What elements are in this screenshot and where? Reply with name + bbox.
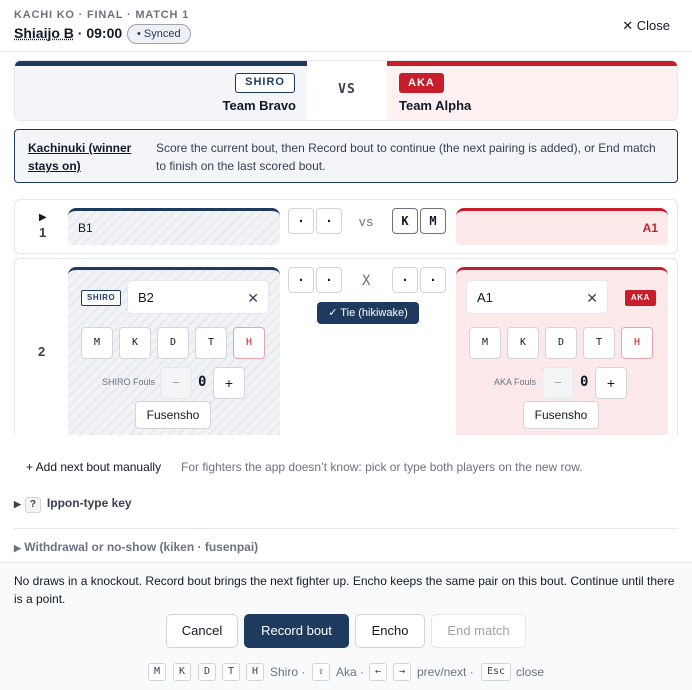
key-d: D <box>198 663 216 681</box>
shiro-men-button[interactable]: M <box>81 327 113 359</box>
aka-team-name: Team Alpha <box>399 98 472 113</box>
aka-point-2: · <box>420 267 446 293</box>
encho-button[interactable]: Encho <box>355 614 425 648</box>
aka-do-button[interactable]: D <box>545 327 577 359</box>
disclosure-icon: ▶ <box>14 499 21 509</box>
shiro-point-2: · <box>316 208 342 234</box>
withdrawal-toggle[interactable] <box>14 540 258 554</box>
shiro-team-name: Team Bravo <box>222 98 296 113</box>
aka-team-panel <box>387 61 677 120</box>
aka-fouls-decrement[interactable]: − <box>542 367 574 399</box>
add-bout-hint: For fighters the app doesn’t know: pick or type both players on the new row. <box>181 460 583 474</box>
shiro-player-name: B1 <box>78 221 93 235</box>
shiro-kote-button[interactable]: K <box>119 327 151 359</box>
footer-note: No draws in a knockout. Record bout brings the next fighter up. Encho keeps the same pair on this bout. Continue until there is a point. <box>14 574 675 606</box>
esc-key: Esc <box>481 663 511 681</box>
prev-key: ← <box>369 663 387 681</box>
bout-separator: vs <box>359 214 374 229</box>
cancel-button[interactable]: Cancel <box>166 614 238 648</box>
shiro-team-panel <box>15 61 307 120</box>
bout-row-1[interactable] <box>14 199 678 254</box>
shiro-hansoku-button[interactable]: H <box>233 327 265 359</box>
mode-title-text: Kachinuki (winner stays on) <box>28 141 132 173</box>
aka-fouls-increment[interactable]: + <box>595 367 627 399</box>
aka-shortcut-label: Aka · <box>336 665 365 679</box>
close-label: Close <box>636 18 670 33</box>
expand-icon[interactable]: ▶ <box>39 212 47 223</box>
clear-icon[interactable]: ✕ <box>247 290 259 306</box>
sync-status-text: Synced <box>143 28 181 40</box>
sync-status-badge <box>127 24 191 44</box>
shiaijo-name: Shiaijo B <box>14 25 74 41</box>
close-icon: ✕ <box>622 18 634 33</box>
aka-tsuki-button[interactable]: T <box>583 327 615 359</box>
aka-fouls-label: AKA Fouls <box>494 377 537 387</box>
shiro-fouls-label: SHIRO Fouls <box>102 377 156 387</box>
esc-shortcut-label: close <box>516 665 545 679</box>
keyboard-shortcuts <box>0 662 692 682</box>
aka-player-slot[interactable] <box>456 208 668 245</box>
shiro-player-slot[interactable] <box>68 208 280 245</box>
aka-fusensho-button[interactable]: Fusensho <box>523 401 599 429</box>
mode-info-box <box>14 129 678 183</box>
shiro-tag: SHIRO <box>81 290 121 306</box>
shiro-bout-panel <box>68 267 280 435</box>
aka-point-1: K <box>392 208 418 234</box>
ippon-key-label: Ippon-type key <box>46 496 132 510</box>
disclosure-icon: ▶ <box>14 543 21 553</box>
shiro-point-1: · <box>288 267 314 293</box>
shift-key: ⇧ <box>312 663 330 681</box>
aka-fouls-count: 0 <box>580 374 589 390</box>
shiro-fouls-count: 0 <box>198 374 207 390</box>
shiro-point-1: · <box>288 208 314 234</box>
aka-point-1: · <box>392 267 418 293</box>
aka-point-2: M <box>420 208 446 234</box>
nav-shortcut-label: prev/next · <box>417 665 474 679</box>
help-icon: ? <box>25 497 41 513</box>
bout-number: 1 <box>39 225 47 240</box>
key-m: M <box>148 663 166 681</box>
shiro-tag: SHIRO <box>235 73 295 93</box>
next-key: → <box>393 663 411 681</box>
ippon-key-toggle[interactable] <box>14 496 132 513</box>
shiro-fouls-decrement[interactable]: − <box>160 367 192 399</box>
aka-tag: AKA <box>399 73 444 93</box>
aka-men-button[interactable]: M <box>469 327 501 359</box>
divider <box>14 528 678 529</box>
key-h: H <box>246 663 264 681</box>
match-time: · 09:00 <box>73 25 123 41</box>
aka-hansoku-button[interactable]: H <box>621 327 653 359</box>
aka-player-name: A1 <box>642 221 658 235</box>
aka-kote-button[interactable]: K <box>507 327 539 359</box>
aka-player-input[interactable] <box>466 280 608 314</box>
dialog-header <box>0 0 692 52</box>
shiro-fusensho-button[interactable]: Fusensho <box>135 401 211 429</box>
dot-icon: • <box>137 28 141 40</box>
shiro-player-input[interactable] <box>127 280 269 314</box>
close-button[interactable] <box>622 18 670 34</box>
shiro-do-button[interactable]: D <box>157 327 189 359</box>
bout-number: 2 <box>38 344 46 359</box>
withdrawal-label: Withdrawal or no-show (kiken · fusenpai) <box>24 540 259 554</box>
key-t: T <box>222 663 240 681</box>
shiro-shortcut-label: Shiro · <box>270 665 306 679</box>
teams-banner <box>14 60 678 121</box>
mode-title <box>28 139 148 175</box>
tie-hikiwake-button[interactable]: ✓ Tie (hikiwake) <box>317 302 419 324</box>
shiro-player-value: B2 <box>138 290 154 305</box>
aka-tag: AKA <box>625 290 656 306</box>
breadcrumb: KACHI KO · FINAL · MATCH 1 <box>14 9 189 21</box>
vs-label: VS <box>307 61 387 120</box>
record-bout-button[interactable]: Record bout <box>244 614 349 648</box>
shiro-fouls-increment[interactable]: + <box>213 367 245 399</box>
mode-description: Score the current bout, then Record bout to continue (the next pairing is added), or End match to finish on the last scored bout. <box>156 141 656 173</box>
key-k: K <box>173 663 191 681</box>
aka-bout-panel <box>456 267 668 435</box>
bout-row-2 <box>14 258 678 435</box>
aka-player-value: A1 <box>477 290 493 305</box>
end-match-button[interactable]: End match <box>431 614 526 648</box>
shiro-point-2: · <box>316 267 342 293</box>
bout-separator: X <box>362 273 371 289</box>
page-title <box>14 25 122 41</box>
clear-icon[interactable]: ✕ <box>586 290 598 306</box>
dialog-footer <box>0 562 692 690</box>
add-next-bout-button[interactable]: + Add next bout manually <box>26 460 162 474</box>
shiro-tsuki-button[interactable]: T <box>195 327 227 359</box>
